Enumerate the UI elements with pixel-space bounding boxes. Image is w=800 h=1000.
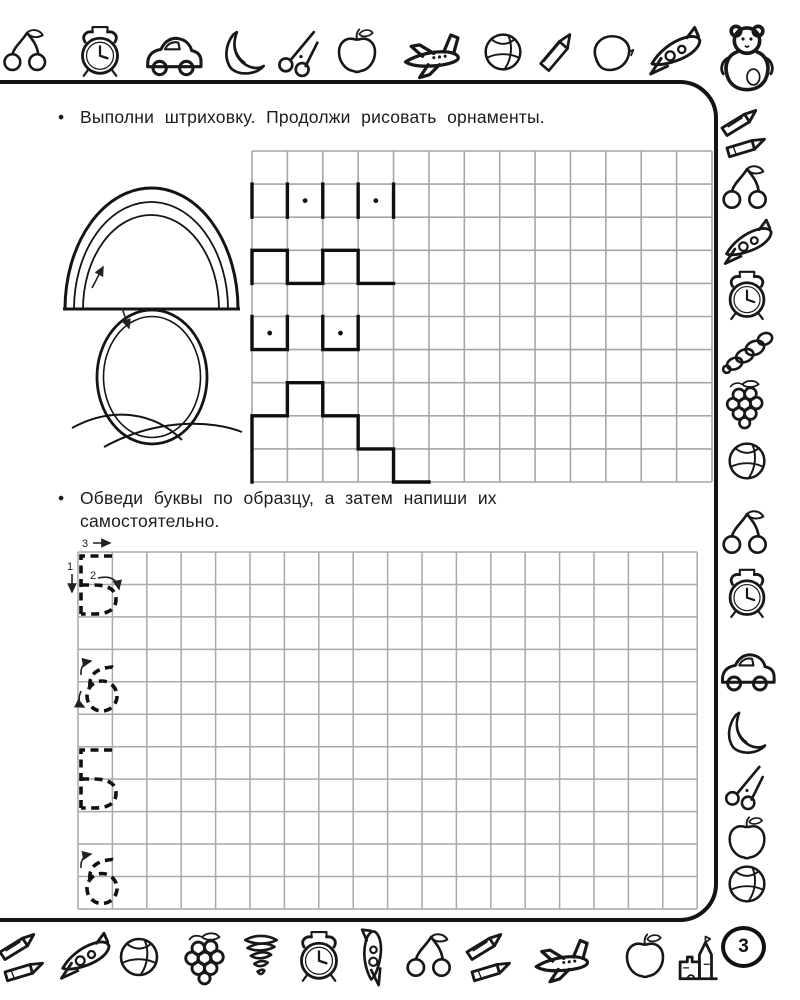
cherries-icon [403,929,459,985]
crayon-icon [529,24,585,80]
rocket-icon [54,927,114,987]
ornament-grid [252,151,712,482]
grapes-icon [719,375,775,431]
clock-icon [718,267,776,325]
task1-bullet: • [58,107,65,127]
ornament-dot [303,198,308,203]
trace-letters [81,556,117,904]
ornament-dot [373,198,378,203]
scissors-icon [273,24,329,80]
mushroom-drawing [62,166,254,458]
apple-icon [618,930,672,984]
letter-B-uppercase-trace-bowl [81,585,116,614]
grapes-icon [177,927,237,987]
teddy-icon [709,20,785,96]
banana-icon [217,24,273,80]
car-icon [141,20,205,84]
stroke-number-2: 2 [90,570,97,582]
letter-B-uppercase-trace-bowl [81,779,116,808]
rings-icon [720,322,774,376]
task2 [58,487,658,534]
mushroom-cap-inner-arc [83,215,219,309]
task2-bullet: • [58,488,65,508]
clock-icon [70,22,130,82]
ball-icon [477,26,529,78]
stroke-number-3: 3 [82,538,89,550]
letter-grid-lines [78,552,697,909]
ornament-grid-lines [252,151,712,482]
task1 [58,106,678,129]
ornament-dot [338,331,343,336]
scissors-icon [720,759,774,813]
cherries-icon [719,506,775,562]
plane-icon [528,924,594,990]
page-number-badge [721,926,766,968]
mushroom-cap-outline [65,188,238,309]
lowercase-b-stroke-arrow [81,661,91,675]
ornament-pattern-strokes [252,184,429,482]
ornament-dot [267,331,272,336]
task1-text: Выполни штриховку. Продолжи рисовать орнаменты. [80,107,545,127]
cone-icon [234,930,288,984]
letter-practice-grid [62,530,702,910]
crayons2-icon [0,927,55,987]
lemon-icon [585,25,639,79]
crayons2-icon [717,103,777,163]
ornament-battlement [252,250,394,283]
cherries-icon [719,161,775,217]
ball-icon [721,435,773,487]
page-number: 3 [738,936,749,957]
mushroom-cap-inner-arc [74,202,228,309]
ball-icon [112,930,166,984]
stroke-number-1: 1 [67,561,74,573]
car-icon [716,637,778,699]
task2-text [80,487,497,534]
ball-icon [721,858,773,910]
ornament-staircase [252,383,429,482]
hatch-direction-arrow [92,267,103,288]
apple-icon [330,25,384,79]
clock-icon [718,565,776,623]
task2-line1: Обведи буквы по образцу, а затем напиши их [80,488,497,508]
rocket-icon [718,214,776,272]
cherries-icon [0,25,54,79]
lowercase-b-stroke-arrow [79,691,84,707]
crayons2-icon [462,927,522,987]
castle-icon [668,928,726,986]
lowercase-b-stroke-arrow [81,854,91,868]
rocket-icon [643,21,705,83]
task2-line2: самостоятельно. [80,511,220,532]
banana-icon [720,705,774,759]
plane-icon [397,18,465,86]
